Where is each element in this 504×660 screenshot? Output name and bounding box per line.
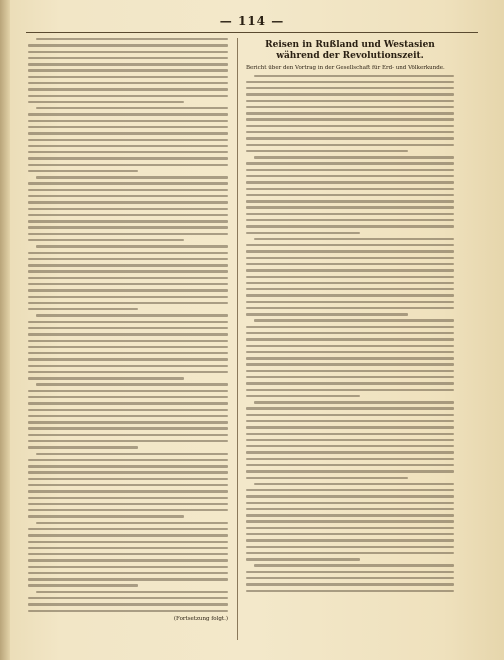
text-line-placeholder xyxy=(28,226,228,228)
text-line-placeholder xyxy=(28,233,228,235)
text-line-placeholder xyxy=(246,389,454,391)
text-line-placeholder xyxy=(28,308,138,310)
text-line-placeholder xyxy=(246,169,454,171)
text-line-placeholder xyxy=(246,93,454,95)
text-line-placeholder xyxy=(246,583,454,585)
text-line-placeholder xyxy=(246,382,454,384)
text-line-placeholder xyxy=(28,459,228,461)
text-line-placeholder xyxy=(28,427,228,429)
text-line-placeholder xyxy=(28,182,228,184)
text-line-placeholder xyxy=(28,239,184,241)
text-line-placeholder xyxy=(246,181,454,183)
text-line-placeholder xyxy=(28,415,228,417)
text-line-placeholder xyxy=(28,421,228,423)
text-line-placeholder xyxy=(28,541,228,543)
text-line-placeholder xyxy=(28,603,228,605)
text-line-placeholder xyxy=(28,302,228,304)
text-line-placeholder xyxy=(28,365,228,367)
text-line-placeholder xyxy=(246,100,454,102)
text-line-placeholder xyxy=(254,564,454,566)
text-line-placeholder xyxy=(246,232,360,234)
text-line-placeholder xyxy=(246,144,454,146)
text-line-placeholder xyxy=(246,533,454,535)
text-line-placeholder xyxy=(28,289,228,291)
text-line-placeholder xyxy=(28,195,228,197)
text-line-placeholder xyxy=(246,118,454,120)
text-line-placeholder xyxy=(28,57,228,59)
text-line-placeholder xyxy=(246,112,454,114)
text-line-placeholder xyxy=(28,478,228,480)
text-line-placeholder xyxy=(254,319,454,321)
text-line-placeholder xyxy=(246,213,454,215)
text-line-placeholder xyxy=(246,338,454,340)
text-line-placeholder xyxy=(246,508,454,510)
text-line-placeholder xyxy=(28,440,228,442)
text-line-placeholder xyxy=(246,420,454,422)
header-rule xyxy=(26,32,478,33)
text-line-placeholder xyxy=(246,477,408,479)
text-line-placeholder xyxy=(28,566,228,568)
text-line-placeholder xyxy=(246,527,454,529)
text-line-placeholder xyxy=(246,313,408,315)
text-line-placeholder xyxy=(36,591,228,593)
text-line-placeholder xyxy=(246,250,454,252)
text-line-placeholder xyxy=(246,407,454,409)
text-line-placeholder xyxy=(28,264,228,266)
text-line-placeholder xyxy=(28,321,228,323)
text-line-placeholder xyxy=(246,87,454,89)
text-line-placeholder xyxy=(28,164,228,166)
text-line-placeholder xyxy=(28,434,228,436)
text-line-placeholder xyxy=(28,515,184,517)
text-line-placeholder xyxy=(28,503,228,505)
text-line-placeholder xyxy=(36,176,228,178)
text-line-placeholder xyxy=(246,288,454,290)
text-line-placeholder xyxy=(246,244,454,246)
text-line-placeholder xyxy=(28,610,228,612)
text-line-placeholder xyxy=(246,451,454,453)
text-line-placeholder xyxy=(246,520,454,522)
text-line-placeholder xyxy=(36,522,228,524)
text-line-placeholder xyxy=(246,357,454,359)
text-line-placeholder xyxy=(28,170,138,172)
text-line-placeholder xyxy=(28,509,228,511)
text-line-placeholder xyxy=(28,69,228,71)
text-line-placeholder xyxy=(28,553,228,555)
text-line-placeholder xyxy=(246,332,454,334)
text-line-placeholder xyxy=(28,44,228,46)
article-headline: Reisen in Rußland und Westasien während der Revolutionszeit. xyxy=(265,40,435,61)
article-byline: Bericht über den Vortrag in der Gesellschaft für Erd- und Völkerkunde. xyxy=(246,65,445,71)
text-line-placeholder xyxy=(28,51,228,53)
text-line-placeholder xyxy=(254,75,454,77)
text-line-placeholder xyxy=(28,88,228,90)
text-line-placeholder xyxy=(28,409,228,411)
left-column-body xyxy=(28,38,228,612)
continued-note: (Fortsetzung folgt.) xyxy=(173,615,228,622)
text-line-placeholder xyxy=(28,371,228,373)
text-line-placeholder xyxy=(254,401,454,403)
text-line-placeholder xyxy=(28,446,138,448)
text-line-placeholder xyxy=(246,194,454,196)
text-line-placeholder xyxy=(246,495,454,497)
text-line-placeholder xyxy=(246,546,454,548)
text-line-placeholder xyxy=(28,139,228,141)
text-line-placeholder xyxy=(246,175,454,177)
text-line-placeholder xyxy=(28,390,228,392)
text-line-placeholder xyxy=(246,489,454,491)
text-line-placeholder xyxy=(28,220,228,222)
text-line-placeholder xyxy=(28,597,228,599)
text-line-placeholder xyxy=(246,219,454,221)
text-line-placeholder xyxy=(28,214,228,216)
text-line-placeholder xyxy=(254,156,454,158)
text-line-placeholder xyxy=(246,225,454,227)
text-line-placeholder xyxy=(246,395,360,397)
text-line-placeholder xyxy=(28,145,228,147)
text-line-placeholder xyxy=(28,151,228,153)
text-line-placeholder xyxy=(28,352,228,354)
right-column-body xyxy=(246,75,454,592)
text-line-placeholder xyxy=(28,95,228,97)
left-column xyxy=(28,38,228,644)
text-line-placeholder xyxy=(246,552,454,554)
text-line-placeholder xyxy=(246,269,454,271)
text-line-placeholder xyxy=(28,340,228,342)
text-line-placeholder xyxy=(28,572,228,574)
text-line-placeholder xyxy=(246,257,454,259)
text-line-placeholder xyxy=(246,125,454,127)
text-line-placeholder xyxy=(28,277,228,279)
text-line-placeholder xyxy=(246,81,454,83)
text-line-placeholder xyxy=(36,38,228,40)
text-line-placeholder xyxy=(246,363,454,365)
text-line-placeholder xyxy=(28,471,228,473)
text-line-placeholder xyxy=(246,464,454,466)
text-line-placeholder xyxy=(246,370,454,372)
text-line-placeholder xyxy=(36,314,228,316)
text-line-placeholder xyxy=(28,132,228,134)
text-line-placeholder xyxy=(246,514,454,516)
text-line-placeholder xyxy=(28,528,228,530)
text-line-placeholder xyxy=(246,439,454,441)
page-number: — 114 — xyxy=(219,14,285,28)
text-line-placeholder xyxy=(28,327,228,329)
text-line-placeholder xyxy=(246,502,454,504)
text-line-placeholder xyxy=(246,137,454,139)
text-line-placeholder xyxy=(28,296,228,298)
text-line-placeholder xyxy=(246,263,454,265)
text-line-placeholder xyxy=(28,101,184,103)
text-line-placeholder xyxy=(28,333,228,335)
text-line-placeholder xyxy=(246,458,454,460)
text-line-placeholder xyxy=(28,252,228,254)
text-line-placeholder xyxy=(36,245,228,247)
text-line-placeholder xyxy=(246,131,454,133)
text-line-placeholder xyxy=(36,107,228,109)
text-line-placeholder xyxy=(28,270,228,272)
text-line-placeholder xyxy=(246,301,454,303)
text-line-placeholder xyxy=(28,189,228,191)
text-line-placeholder xyxy=(246,276,454,278)
text-line-placeholder xyxy=(28,559,228,561)
text-line-placeholder xyxy=(246,414,454,416)
text-line-placeholder xyxy=(28,465,228,467)
text-line-placeholder xyxy=(36,383,228,385)
text-line-placeholder xyxy=(28,358,228,360)
text-line-placeholder xyxy=(28,113,228,115)
text-line-placeholder xyxy=(246,326,454,328)
text-line-placeholder xyxy=(246,445,454,447)
column-separator xyxy=(237,38,238,640)
text-line-placeholder xyxy=(246,539,454,541)
text-line-placeholder xyxy=(28,63,228,65)
text-line-placeholder xyxy=(28,584,138,586)
text-line-placeholder xyxy=(246,470,454,472)
text-line-placeholder xyxy=(28,484,228,486)
text-line-placeholder xyxy=(28,201,228,203)
text-line-placeholder xyxy=(28,208,228,210)
text-line-placeholder xyxy=(28,120,228,122)
text-line-placeholder xyxy=(28,126,228,128)
text-line-placeholder xyxy=(246,351,454,353)
text-line-placeholder xyxy=(28,346,228,348)
text-line-placeholder xyxy=(28,534,228,536)
text-line-placeholder xyxy=(254,483,454,485)
text-line-placeholder xyxy=(254,238,454,240)
text-line-placeholder xyxy=(246,376,454,378)
text-line-placeholder xyxy=(246,558,360,560)
text-line-placeholder xyxy=(246,200,454,202)
right-column xyxy=(246,38,454,644)
text-line-placeholder xyxy=(246,426,454,428)
text-line-placeholder xyxy=(28,396,228,398)
text-line-placeholder xyxy=(246,577,454,579)
text-line-placeholder xyxy=(28,490,228,492)
text-line-placeholder xyxy=(36,453,228,455)
text-line-placeholder xyxy=(246,307,454,309)
text-line-placeholder xyxy=(28,76,228,78)
text-line-placeholder xyxy=(28,283,228,285)
text-line-placeholder xyxy=(28,497,228,499)
text-line-placeholder xyxy=(246,188,454,190)
text-line-placeholder xyxy=(28,377,184,379)
text-line-placeholder xyxy=(28,578,228,580)
text-line-placeholder xyxy=(246,282,454,284)
text-line-placeholder xyxy=(28,82,228,84)
text-line-placeholder xyxy=(246,590,454,592)
text-line-placeholder xyxy=(246,345,454,347)
text-line-placeholder xyxy=(28,157,228,159)
text-line-placeholder xyxy=(246,106,454,108)
text-line-placeholder xyxy=(246,433,454,435)
binding-edge xyxy=(0,0,10,660)
text-line-placeholder xyxy=(28,402,228,404)
text-line-placeholder xyxy=(28,258,228,260)
text-line-placeholder xyxy=(246,294,454,296)
text-line-placeholder xyxy=(28,547,228,549)
text-line-placeholder xyxy=(246,206,454,208)
text-line-placeholder xyxy=(246,571,454,573)
text-line-placeholder xyxy=(246,150,408,152)
text-line-placeholder xyxy=(246,162,454,164)
